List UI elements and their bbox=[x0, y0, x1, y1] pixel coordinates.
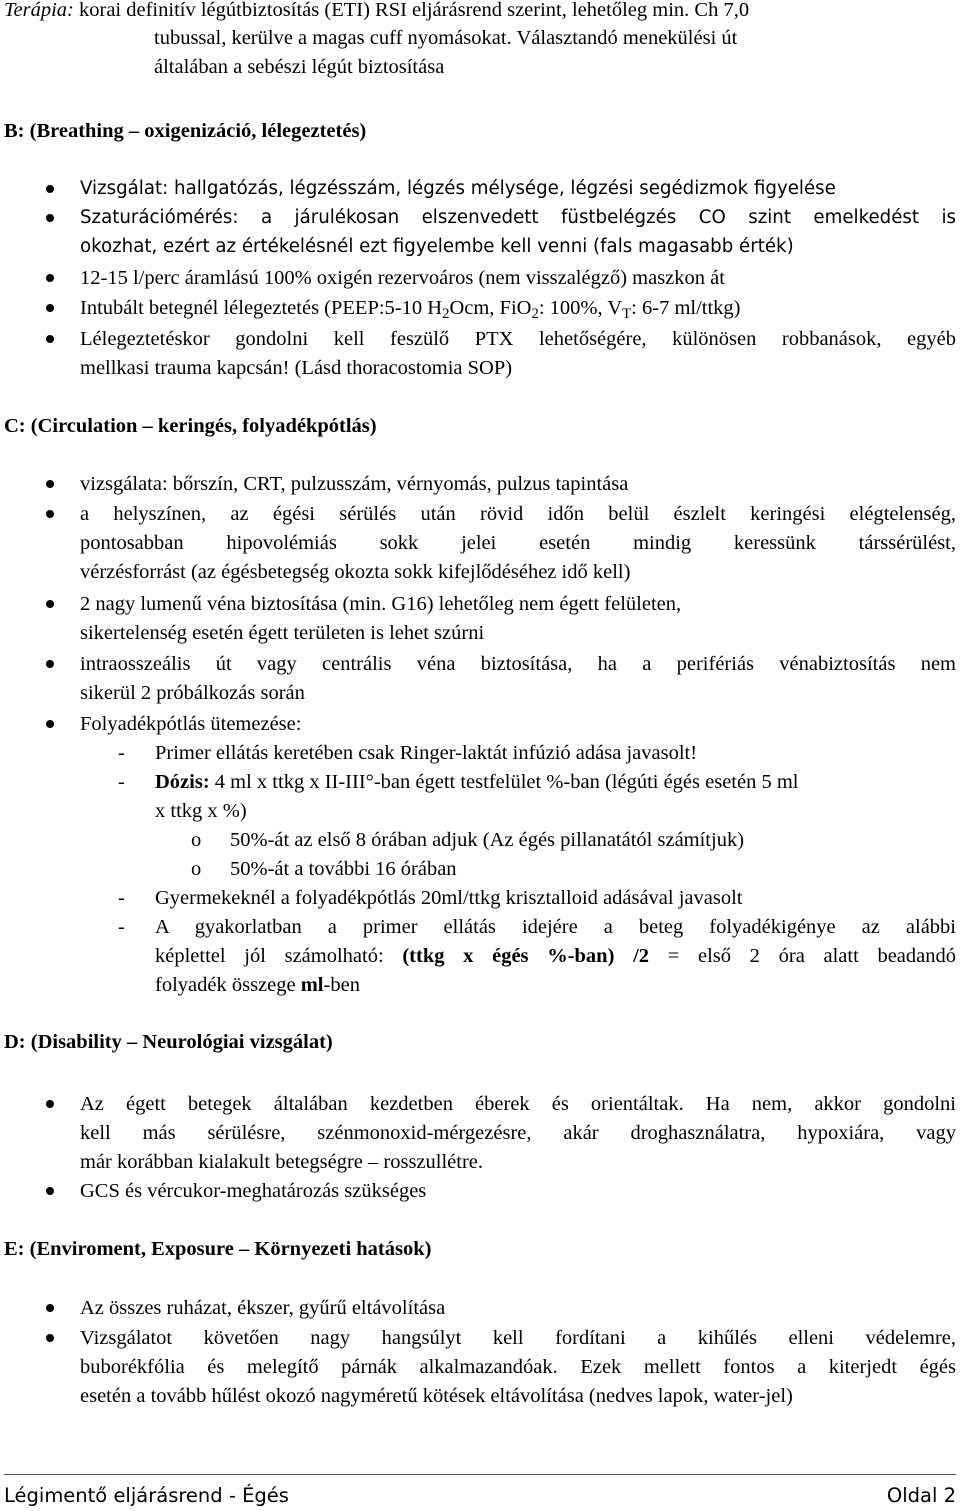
e-item-2-line-1: Vizsgálatot követően nagy hangsúlyt kell fordítani a kihűlés elleni védelemre, bbox=[80, 1327, 956, 1349]
c-item-3-line-1: 2 nagy lumenű véna biztosítása (min. G16) lehetőleg nem égett felületen, bbox=[80, 593, 682, 615]
section-e-heading: E: (Enviroment, Exposure – Környezeti hatások) bbox=[4, 1238, 432, 1260]
dash-marker: - bbox=[118, 916, 125, 938]
bullet-icon bbox=[46, 1187, 54, 1195]
e-item-1: Az összes ruházat, ékszer, gyűrű eltávolítása bbox=[80, 1297, 446, 1319]
therapy-line-2: tubussal, kerülve a magas cuff nyomásokat. Választandó menekülési út bbox=[154, 27, 738, 49]
bullet-icon bbox=[46, 1334, 54, 1342]
b-item-5-line-1: Lélegeztetéskor gondolni kell feszülő PTX lehetőségére, különösen robbanások, egyéb bbox=[80, 328, 956, 350]
bullet-icon bbox=[46, 185, 54, 193]
d-item-1-line-3: már korábban kialakult betegségre – rosszullétre. bbox=[80, 1151, 484, 1173]
bullet-icon bbox=[46, 274, 54, 282]
c-dash-3: Gyermekeknél a folyadékpótlás 20ml/ttkg krisztalloid adásával javasolt bbox=[155, 887, 743, 909]
footer-page-number: Oldal 2 bbox=[886, 1484, 956, 1507]
bullet-icon bbox=[46, 510, 54, 518]
c-item-4-line-2: sikerül 2 próbálkozás során bbox=[80, 682, 305, 704]
c-item-2-line-1: a helyszínen, az égési sérülés után rövid időn belül észlelt keringési elégtelenség, bbox=[80, 503, 956, 525]
b-item-5-line-2: mellkasi trauma kapcsán! (Lásd thoracostomia SOP) bbox=[80, 357, 513, 379]
therapy-line-1 bbox=[4, 0, 749, 22]
c-item-5: Folyadékpótlás ütemezése: bbox=[80, 713, 302, 735]
dash-marker: - bbox=[118, 771, 125, 793]
section-c-heading: C: (Circulation – keringés, folyadékpótlás) bbox=[4, 415, 377, 437]
c-dash-1: Primer ellátás keretében csak Ringer-laktát infúzió adása javasolt! bbox=[155, 742, 698, 764]
c-item-2-line-3: vérzésforrást (az égésbetegség okozta sokk kifejlődéséhez idő kell) bbox=[80, 561, 631, 583]
section-b-heading: B: (Breathing – oxigenizáció, lélegeztetés) bbox=[4, 120, 367, 142]
bullet-icon bbox=[46, 1304, 54, 1312]
b-item-1: Vizsgálat: hallgatózás, légzésszám, légzés mélysége, légzési segédizmok figyelése bbox=[80, 178, 836, 199]
bullet-icon bbox=[46, 1100, 54, 1108]
c-dash-4-line-3: folyadék összege ml-ben bbox=[155, 974, 360, 996]
dash-marker: - bbox=[118, 742, 125, 764]
d-item-2: GCS és vércukor-meghatározás szükséges bbox=[80, 1180, 427, 1202]
c-sub-o-2: 50%-át a további 16 órában bbox=[230, 858, 457, 880]
bullet-icon bbox=[46, 660, 54, 668]
b-item-4: Intubált betegnél lélegeztetés (PEEP:5-10 $H_2Ocm$, FiO$_2$: 100%, $V_T$: 6-7 ml/ttkg) bbox=[80, 297, 741, 323]
b-item-3: 12-15 l/perc áramlású 100% oxigén rezervoáros (nem visszalégző) maszkon át bbox=[80, 267, 725, 289]
bullet-icon bbox=[46, 600, 54, 608]
c-dash-4-line-1: A gyakorlatban a primer ellátás idejére a beteg folyadékigénye az alábbi bbox=[155, 916, 956, 938]
b-item-2-line-1: Szaturációmérés: a járulékosan elszenvedett füstbelégzés CO szint emelkedést is bbox=[80, 207, 956, 228]
c-item-2-line-2: pontosabban hipovolémiás sokk jelei esetén mindig keressünk társsérülést, bbox=[80, 532, 956, 554]
d-item-1-line-2: kell más sérülésre, szénmonoxid-mérgezésre, akár droghasználatra, hypoxiára, vagy bbox=[80, 1122, 956, 1144]
c-sub-o-1: 50%-át az első 8 órában adjuk (Az égés pillanatától számítjuk) bbox=[230, 829, 745, 851]
bullet-icon bbox=[46, 480, 54, 488]
c-dash-2-line-2: x ttkg x %) bbox=[155, 800, 247, 822]
bullet-icon bbox=[46, 304, 54, 312]
section-d-heading: D: (Disability – Neurológiai vizsgálat) bbox=[4, 1031, 333, 1053]
c-item-1: vizsgálata: bőrszín, CRT, pulzusszám, vérnyomás, pulzus tapintása bbox=[80, 473, 629, 495]
bullet-icon bbox=[46, 214, 54, 222]
c-item-4-line-1: intraosszeális út vagy centrális véna biztosítása, ha a perifériás vénabiztosítás nem bbox=[80, 653, 956, 675]
footer-left: Légimentő eljárásrend - Égés bbox=[4, 1484, 289, 1507]
b-item-2-line-2: okozhat, ezért az értékelésnél ezt figyelembe kell venni (fals magasabb érték) bbox=[80, 236, 794, 257]
c-item-3-line-2: sikertelenség esetén égett területen is lehet szúrni bbox=[80, 622, 485, 644]
circle-marker: o bbox=[191, 858, 202, 880]
bullet-icon bbox=[46, 335, 54, 343]
therapy-label: Terápia: bbox=[4, 0, 74, 21]
footer-rule bbox=[4, 1474, 956, 1475]
c-dash-4-line-2: képlettel jól számolható: (ttkg x égés %-ban) /2 = első 2 óra alatt beadandó bbox=[155, 945, 956, 967]
therapy-text-1: korai definitív légútbiztosítás (ETI) RSI eljárásrend szerint, lehetőleg min. Ch 7,0 bbox=[73, 0, 750, 21]
therapy-line-3: általában a sebészi légút biztosítása bbox=[154, 56, 445, 78]
dash-marker: - bbox=[118, 887, 125, 909]
e-item-2-line-2: buborékfólia és melegítő párnák alkalmazandóak. Ezek mellett fontos a kiterjedt égés bbox=[80, 1356, 956, 1378]
e-item-2-line-3: esetén a tovább hűlést okozó nagyméretű kötések eltávolítása (nedves lapok, water-jel) bbox=[80, 1385, 793, 1407]
circle-marker: o bbox=[191, 829, 202, 851]
d-item-1-line-1: Az égett betegek általában kezdetben éberek és orientáltak. Ha nem, akkor gondolni bbox=[80, 1093, 956, 1115]
c-dash-2-line-1: Dózis: 4 ml x ttkg x II-III°-ban égett testfelület %-ban (légúti égés esetén 5 ml bbox=[155, 771, 799, 793]
bullet-icon bbox=[46, 720, 54, 728]
